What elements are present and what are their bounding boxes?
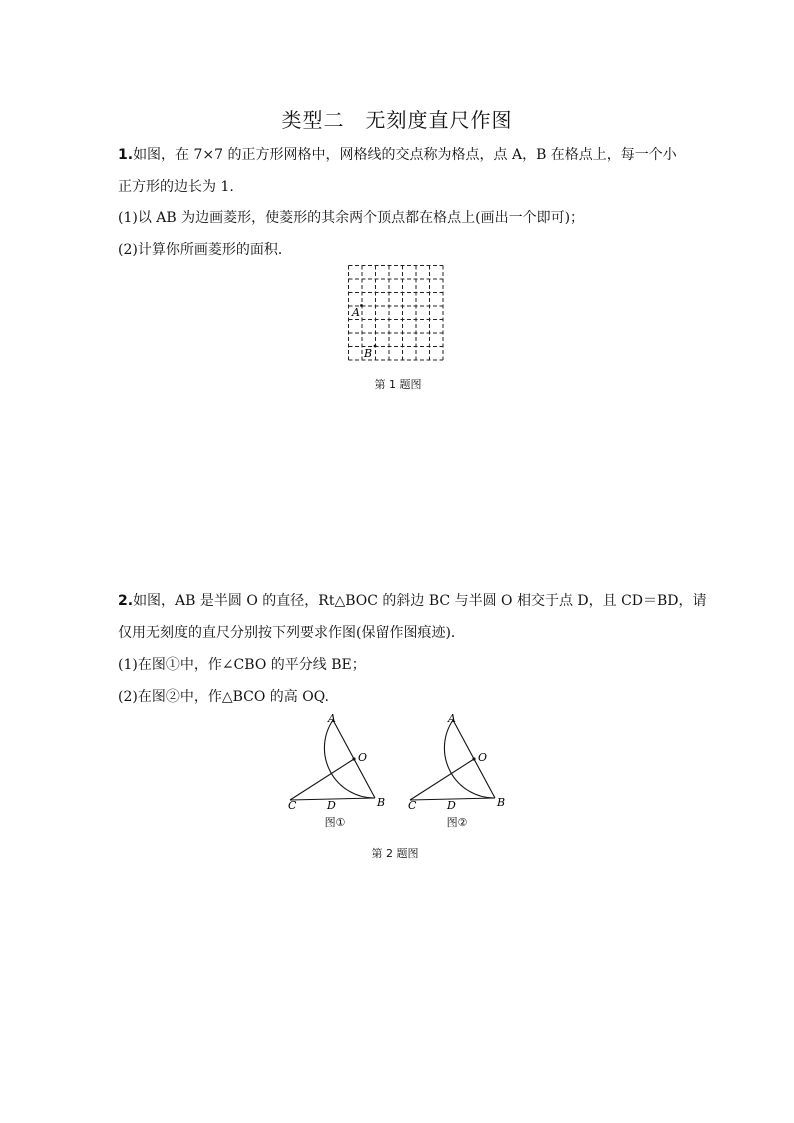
fig1-caption: 图① [324,816,346,829]
label-a-2: A [448,712,456,725]
center-o-dot-1 [352,757,355,760]
point-b-dot [374,345,377,348]
q2-figure-2 [405,710,505,810]
label-c-1: C [288,799,297,812]
point-b-label: B [364,347,373,360]
q1-figure-caption: 第 1 题图 [374,378,422,391]
q2-text-line2: 仅用无刻度的直尺分别按下列要求作图(保留作图痕迹)． [118,625,465,641]
q1-text-line2: 正方形的边长为 1. [118,179,234,195]
q1-text-line1: 如图，在 7×7 的正方形网格中，网格线的交点称为格点，点 A，B 在格点上，每一个小 [133,147,677,163]
q1-part1: (1)以 AB 为边画菱形，使菱形的其余两个顶点都在格点上(画出一个即可)； [118,210,585,226]
label-d-1: D [327,799,336,812]
label-b-1: B [377,796,386,809]
q1-part2: (2)计算你所画菱形的面积． [118,242,292,258]
q2-figure-1 [285,710,385,810]
q1-line1 [118,145,677,165]
segment-co-1 [290,759,354,800]
label-c-2: C [408,799,417,812]
label-o-2: O [478,751,488,764]
label-o-1: O [358,751,368,764]
point-a-dot [360,304,363,307]
q2-number: 2. [118,593,134,609]
label-a-1: A [328,712,336,725]
fig2-caption: 图② [446,816,468,829]
point-a-label: A [352,306,360,319]
segment-co-2 [410,759,474,800]
label-d-2: D [447,799,456,812]
q2-line1 [118,591,707,611]
page-title: 类型二 无刻度直尺作图 [281,108,513,132]
q1-number: 1. [118,147,134,163]
q2-part2: (2)在图②中，作△BCO 的高 OQ. [118,689,329,705]
label-b-2: B [497,796,506,809]
q2-text-line1: 如图，AB 是半圆 O 的直径，Rt△BOC 的斜边 BC 与半圆 O 相交于点 D，且 CD＝BD，请 [133,593,707,609]
center-o-dot-2 [472,757,475,760]
q1-grid-figure [348,265,448,365]
semicircle-arc-2 [444,720,495,798]
q2-part1: (1)在图①中，作∠CBO 的平分线 BE； [118,657,366,673]
q2-figure-caption: 第 2 题图 [371,847,419,860]
semicircle-arc-1 [324,720,375,798]
